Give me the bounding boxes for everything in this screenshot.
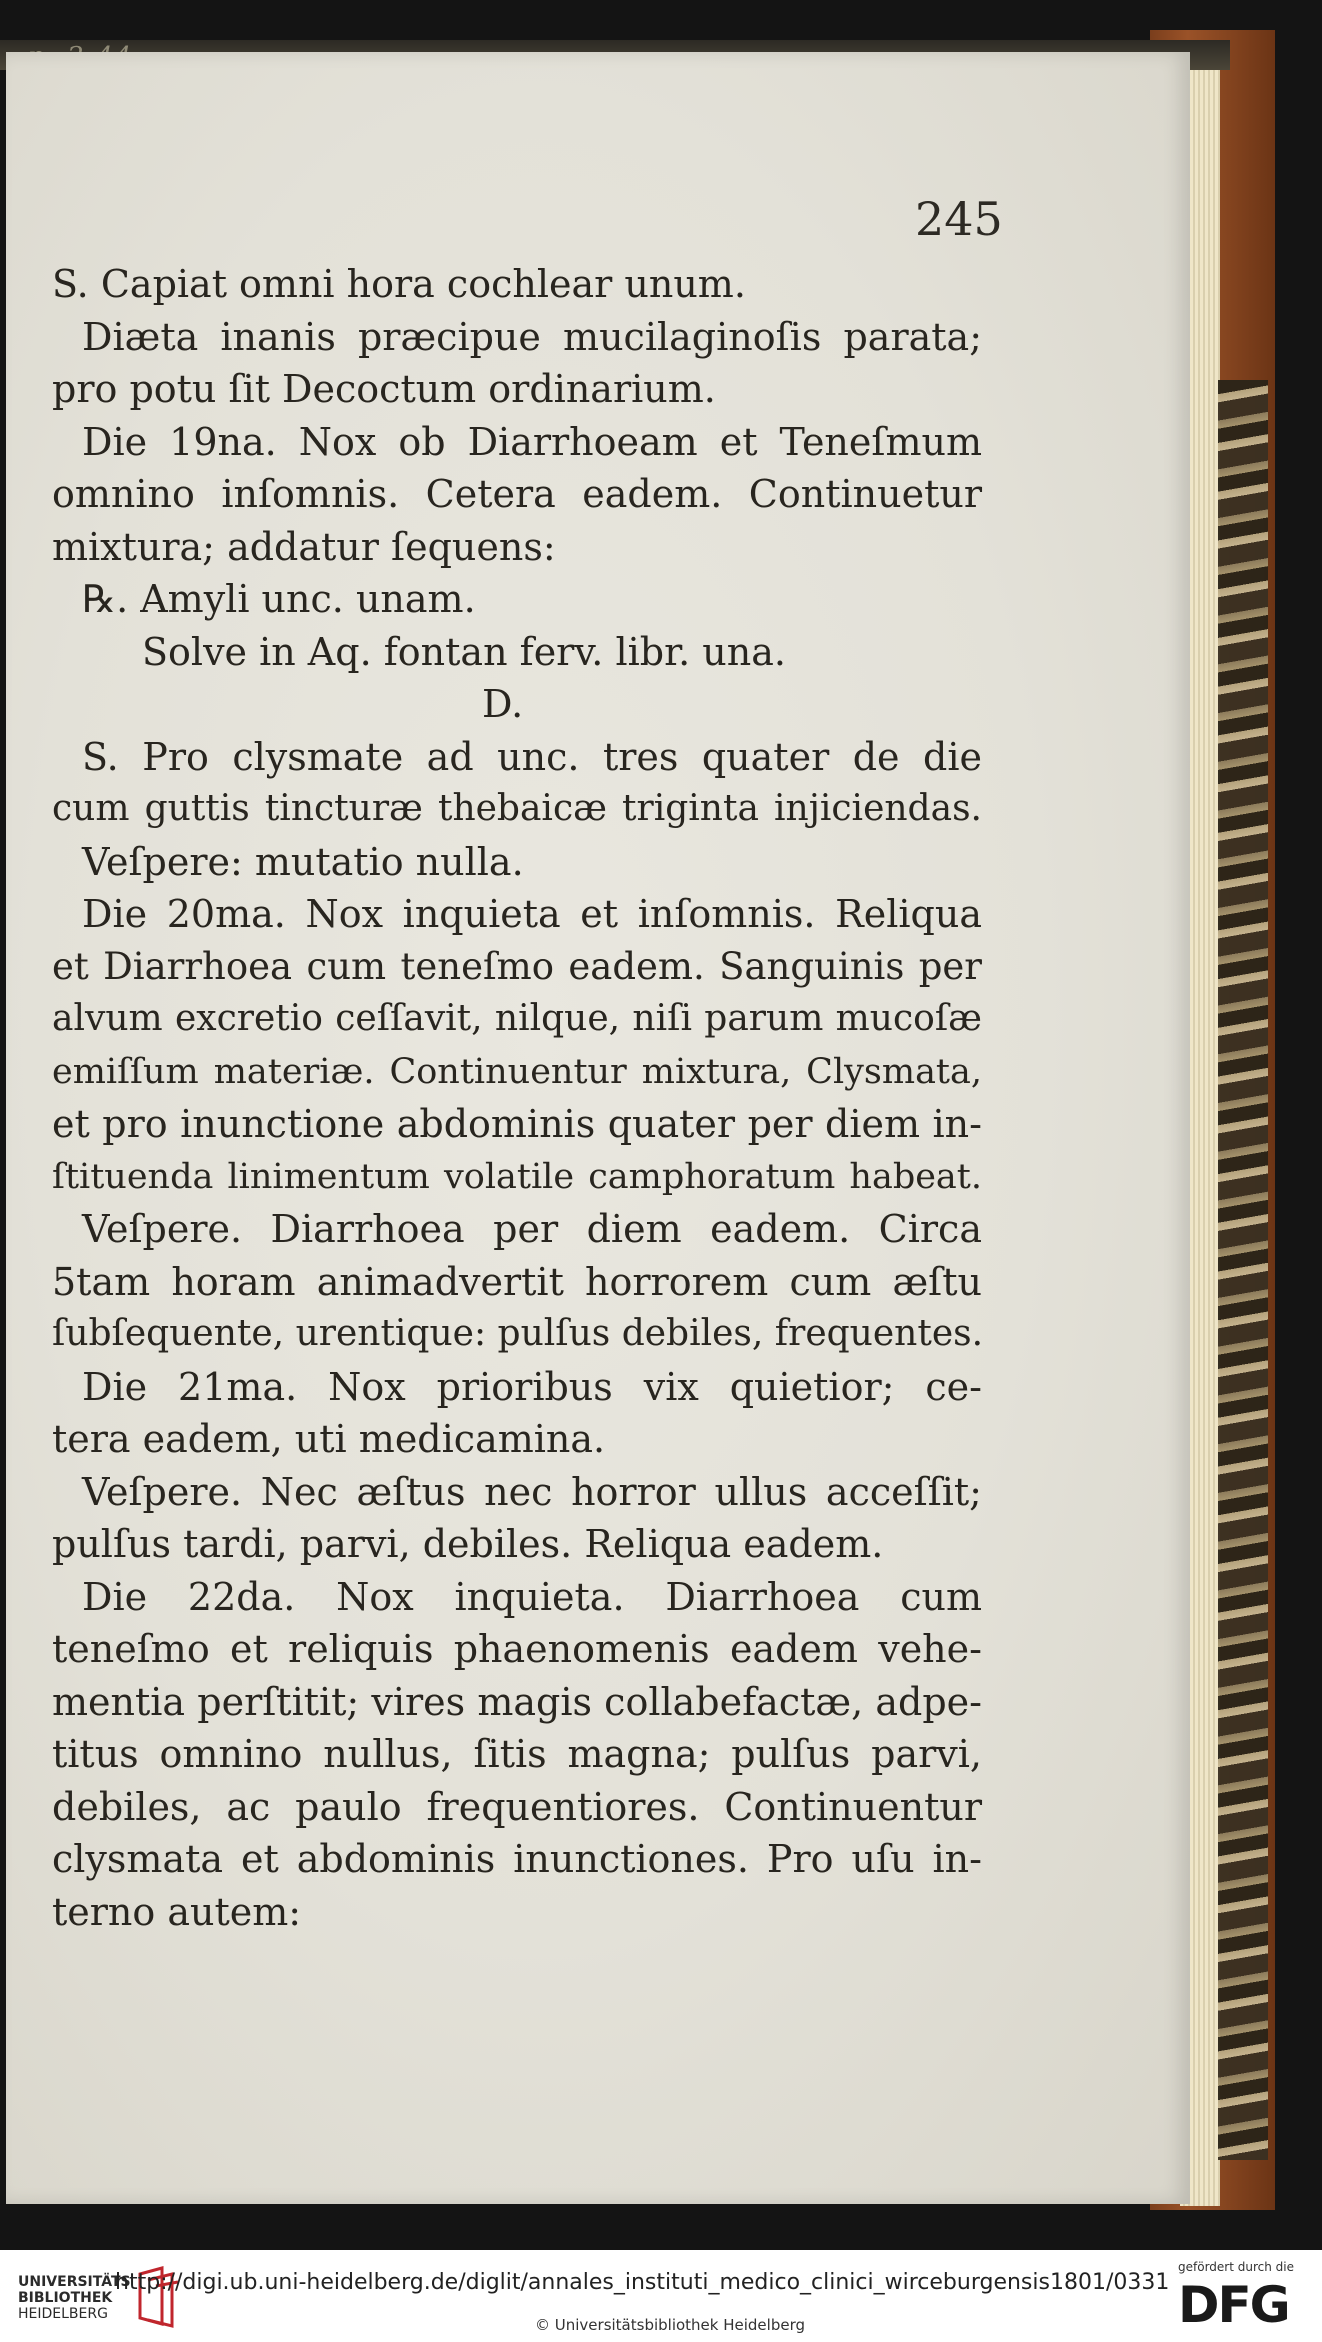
library-line-2: BIBLIOTHEK [18, 2290, 113, 2306]
text-line: et pro inunctione abdominis quater per diem in- [52, 1102, 982, 1146]
text-line: S. Pro clysmate ad unc. tres quater de die [82, 734, 982, 779]
text-line: pro potu ſit Decoctum ordinarium. [52, 367, 716, 411]
text-line: Solve in Aq. fontan ferv. libr. una. [142, 629, 786, 674]
text-line: Die 22da. Nox inquieta. Diarrhoea cum [82, 1574, 982, 1619]
text-line: Diæta inanis præcipue mucilaginoſis parata; [82, 314, 982, 359]
text-line: 5tam horam animadvertit horrorem cum æſtu [52, 1259, 982, 1304]
text-line: mixtura; addatur ſequens: [52, 524, 556, 569]
page-text [52, 258, 982, 1938]
text-line: terno autem: [52, 1889, 302, 1934]
text-line: Veſpere: mutatio nulla. [82, 839, 524, 884]
library-line-1: UNIVERSITÄTS [18, 2274, 131, 2290]
text-line: Die 20ma. Nox inquieta et inſomnis. Reliqua [82, 892, 982, 936]
text-line: clysmata et abdominis inunctiones. Pro uſu in- [52, 1837, 982, 1881]
dfg-logo: DFG [1178, 2276, 1289, 2334]
text-line: titus omnino nullus, ſitis magna; pulſus parvi, [52, 1732, 982, 1776]
text-line: alvum excretio ceſſavit, nilque, niſi parum mucoſæ [52, 998, 982, 1039]
text-line: ſtituenda linimentum volatile camphoratum habeat. [52, 1156, 982, 1197]
library-line-3: HEIDELBERG [18, 2306, 108, 2322]
text-line: tera eadem, uti medicamina. [52, 1417, 606, 1461]
text-line: Die 19na. Nox ob Diarrhoeam et Teneſmum [82, 419, 982, 464]
library-name [18, 2274, 131, 2322]
text-line: omnino inſomnis. Cetera eadem. Continuetur [52, 472, 982, 516]
text-line: et Diarrhoea cum teneſmo eadem. Sanguinis per [52, 944, 982, 988]
text-line: pulſus tardi, parvi, debiles. Reliqua eadem. [52, 1522, 884, 1566]
text-line: debiles, ac paulo frequentiores. Continuentur [52, 1784, 982, 1829]
text-line: Die 21ma. Nox prioribus vix quietior; ce- [82, 1364, 982, 1409]
source-url-link[interactable]: http://digi.ub.uni-heidelberg.de/diglit/annales_instituti_medico_clinici_wirceburgensis1801/0331 [115, 2270, 1170, 2295]
text-line: ſubſequente, urentique: pulſus debiles, frequentes. [52, 1313, 984, 1354]
copyright-notice: © Universitätsbibliothek Heidelberg [535, 2316, 806, 2334]
funded-by-label: gefördert durch die [1178, 2260, 1294, 2274]
text-line: cum guttis tincturæ thebaicæ triginta injiciendas. [52, 788, 982, 829]
text-line: mentia perſtitit; vires magis collabefactæ, adpe- [52, 1679, 982, 1724]
text-line: Veſpere. Diarrhoea per diem eadem. Circa [82, 1207, 982, 1251]
page-number: 245 [915, 192, 1003, 246]
text-line: D. [482, 682, 524, 726]
text-line: S. Capiat omni hora cochlear unum. [52, 262, 746, 306]
marbled-endpaper [1218, 380, 1268, 2160]
text-line: Veſpere. Nec æſtus nec horror ullus acceſſit; [82, 1469, 982, 1514]
text-line: teneſmo et reliquis phaenomenis eadem vehe- [52, 1627, 982, 1671]
text-line: ℞. Amyli unc. unam. [82, 577, 476, 621]
footer-bar [0, 2250, 1322, 2342]
text-line: emiſſum materiæ. Continuentur mixtura, Clysmata, [52, 1051, 982, 1092]
